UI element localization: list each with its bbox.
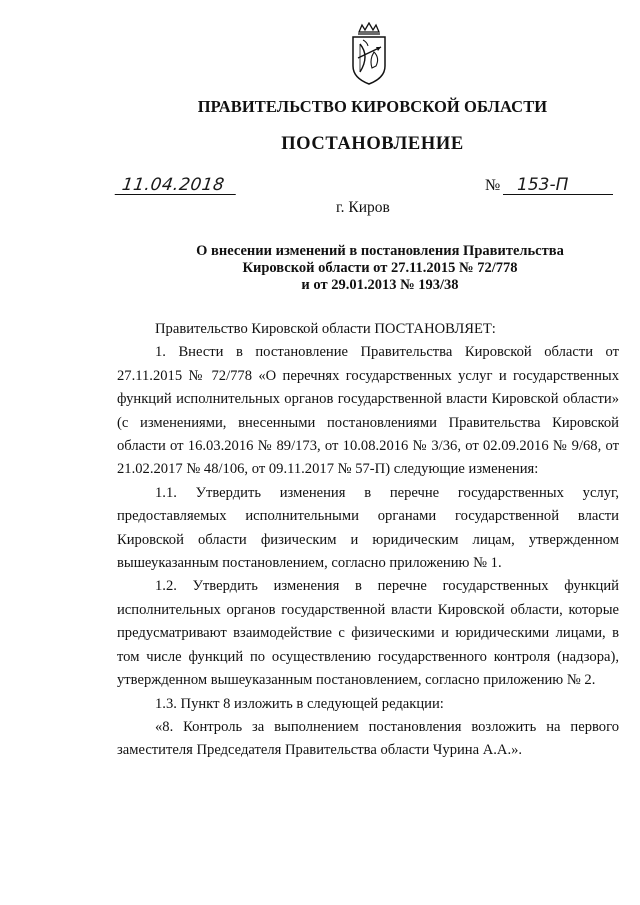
coat-of-arms-icon (346, 22, 392, 86)
document-date: 11.04.2018 (115, 176, 239, 195)
document-body (117, 318, 619, 763)
paragraph-item-1-3: 1.3. Пункт 8 изложить в следующей редакции: (155, 695, 444, 712)
paragraph-item-1-2: 1.2. Утвердить изменения в перечне государственных функций исполнительных органов государственной власти Кировской области, которые предусматривают взаимодействие с физическими и юридическими лицами, в том числе функций по осуществлению государственного контроля (надзора), утвержденном вышеуказанным постановлением, согласно приложению № 2. (117, 578, 619, 689)
paragraph-item-1-1: 1.1. Утвердить изменения в перечне государственных услуг, предоставляемых исполнительными органами государственной власти Кировской области физическим и юридическим лицам, утвержденном вышеуказанным постановлением, согласно приложению № 1. (117, 484, 619, 572)
subject-line-1: О внесении изменений в постановления Правительства (196, 243, 564, 259)
paragraph-item-8: «8. Контроль за выполнением постановления возложить на первого заместителя Председателя Правительства области Чурина А.А.». (117, 718, 619, 759)
document-type: ПОСТАНОВЛЕНИЕ (281, 134, 464, 154)
document-number: 153-П (503, 176, 613, 195)
city: г. Киров (336, 199, 390, 216)
paragraph-item-1: 1. Внести в постановление Правительства Кировской области от 27.11.2015 № 72/778 «О перечнях государственных услуг и государственных функций исполнительных органов государственной власти Кировской области» (с изменениями, внесенными постановлениями Правительства Кировской области от 16.03.2016 № 89/173, от 10.08.2016 № 3/36, от 02.09.2016 № 9/68, от 21.02.2017 № 48/106, от 09.11.2017 № 57-П) следующие изменения: (117, 344, 619, 478)
document-subject (130, 243, 630, 294)
government-title: ПРАВИТЕЛЬСТВО КИРОВСКОЙ ОБЛАСТИ (197, 97, 548, 116)
subject-line-3: и от 29.01.2013 № 193/38 (301, 277, 459, 293)
subject-line-2: Кировской области от 27.11.2015 № 72/778 (242, 260, 518, 276)
paragraph-resolves: Правительство Кировской области ПОСТАНОВЛЯЕТ: (155, 321, 496, 337)
number-label: № (485, 177, 501, 194)
